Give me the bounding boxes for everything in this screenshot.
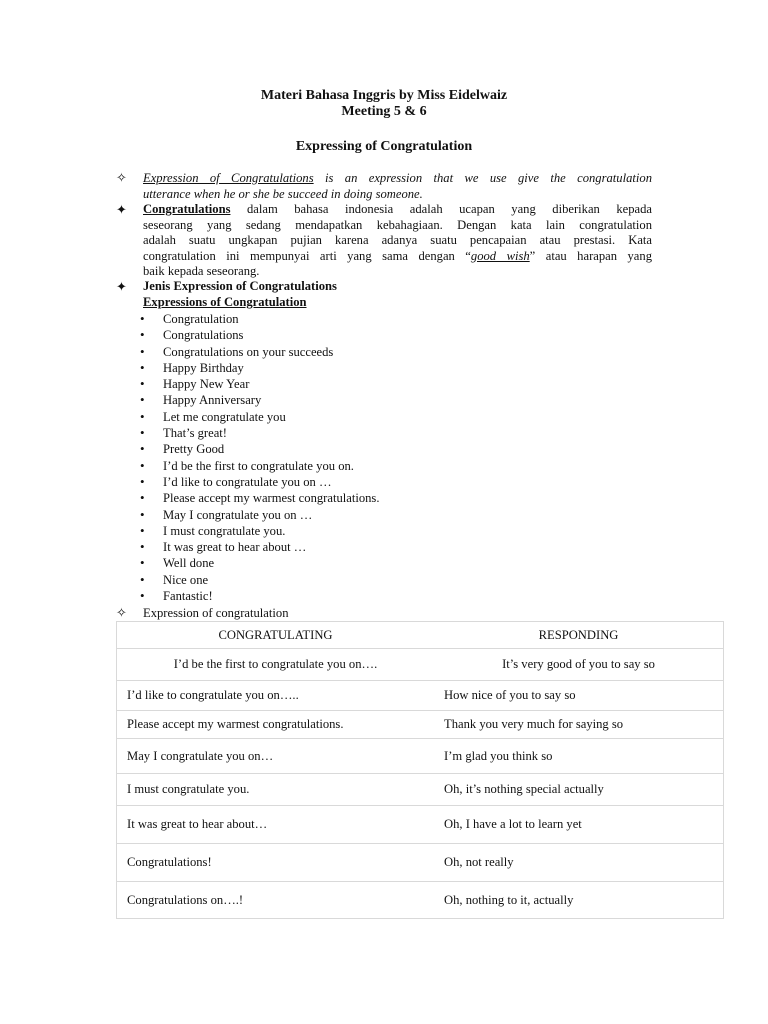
congratulating-cell: Please accept my warmest congratulations. xyxy=(117,711,435,739)
expression-item: • I’d be the first to congratulate you on. xyxy=(137,458,379,474)
responding-cell: Oh, nothing to it, actually xyxy=(434,882,724,919)
indonesian-text-5: baik kepada seseorang. xyxy=(143,264,260,278)
congratulating-cell: I must congratulate you. xyxy=(117,774,435,806)
expression-item: • Congratulation xyxy=(137,311,379,327)
expressions-list xyxy=(137,311,379,604)
indonesian-term: Congratulations xyxy=(143,202,231,216)
expression-item: • Fantastic! xyxy=(137,588,379,604)
expression-item: • Happy Birthday xyxy=(137,360,379,376)
table-row xyxy=(117,882,724,919)
indonesian-text-3: adalah suatu ungkapan pujian karena adanya suatu pencapaian atau prestasi. Kata xyxy=(143,233,652,247)
expression-item: • Happy New Year xyxy=(137,376,379,392)
expression-item: • I must congratulate you. xyxy=(137,523,379,539)
definition-term: Expression of Congratulations xyxy=(143,171,314,185)
expression-item: • Congratulations xyxy=(137,327,379,343)
congratulation-table xyxy=(116,621,724,919)
expression-item: • Nice one xyxy=(137,572,379,588)
expression-item: • Please accept my warmest congratulations. xyxy=(137,490,379,506)
definition-text-cont: utterance when he or she be succeed in doing someone. xyxy=(143,186,423,201)
solid-star-bullet-icon: ✦ xyxy=(116,279,127,294)
responding-cell: Oh, I have a lot to learn yet xyxy=(434,806,724,844)
expression-item: • It was great to hear about … xyxy=(137,539,379,555)
congratulating-cell: May I congratulate you on… xyxy=(117,739,435,774)
section-subheading: Expressions of Congratulation xyxy=(143,295,307,309)
table-heading: Expression of congratulation xyxy=(143,606,289,620)
responding-cell: Oh, not really xyxy=(434,844,724,882)
expression-item: • I’d like to congratulate you on … xyxy=(137,474,379,490)
document-title: Materi Bahasa Inggris by Miss Eidelwaiz xyxy=(260,88,508,103)
table-row xyxy=(117,681,724,711)
table-row xyxy=(117,739,724,774)
congratulating-cell: Congratulations on….! xyxy=(117,882,435,919)
responding-cell: Oh, it’s nothing special actually xyxy=(434,774,724,806)
section-heading: Jenis Expression of Congratulations xyxy=(143,279,337,293)
hollow-star-bullet-icon: ✧ xyxy=(116,170,127,185)
expression-item: • Congratulations on your succeeds xyxy=(137,344,379,360)
solid-star-bullet-icon: ✦ xyxy=(116,202,127,217)
congratulating-cell: I’d like to congratulate you on….. xyxy=(117,681,435,711)
indonesian-text-4b: ” atau harapan yang xyxy=(529,248,652,263)
expression-item: • Happy Anniversary xyxy=(137,392,379,408)
expression-item: • Pretty Good xyxy=(137,441,379,457)
congratulating-cell: I’d be the first to congratulate you on…. xyxy=(117,649,435,681)
definition-paragraph xyxy=(143,171,652,202)
table-header-row xyxy=(117,622,724,649)
expression-item: • That’s great! xyxy=(137,425,379,441)
expression-item: • May I congratulate you on … xyxy=(137,507,379,523)
expression-item: • Let me congratulate you xyxy=(137,409,379,425)
hollow-star-bullet-icon: ✧ xyxy=(116,605,127,620)
expression-item: • Well done xyxy=(137,555,379,571)
responding-cell: I’m glad you think so xyxy=(434,739,724,774)
meeting-label: Meeting 5 & 6 xyxy=(341,104,427,119)
good-wish-term: good wish xyxy=(470,248,530,263)
table-row xyxy=(117,806,724,844)
definition-text: is an expression that we use give the congratulation xyxy=(313,171,652,185)
responding-cell: Thank you very much for saying so xyxy=(434,711,724,739)
topic-heading: Expressing of Congratulation xyxy=(295,139,473,154)
table-row xyxy=(117,844,724,882)
indonesian-text-2: seseorang yang sedang mendapatkan kebahagiaan. Dengan kata lain congratulation xyxy=(143,217,652,232)
congratulating-cell: It was great to hear about… xyxy=(117,806,435,844)
table-row xyxy=(117,711,724,739)
indonesian-paragraph xyxy=(143,202,652,280)
congratulating-cell: Congratulations! xyxy=(117,844,435,882)
indonesian-text-1: dalam bahasa indonesia adalah ucapan yang diberikan kepada xyxy=(230,202,652,216)
table-row xyxy=(117,774,724,806)
header-responding: RESPONDING xyxy=(434,622,724,649)
indonesian-text-4a: congratulation ini mempunyai arti yang sama dengan “ xyxy=(143,248,471,263)
header-congratulating: CONGRATULATING xyxy=(117,622,435,649)
responding-cell: It’s very good of you to say so xyxy=(434,649,724,681)
responding-cell: How nice of you to say so xyxy=(434,681,724,711)
table-body xyxy=(117,649,724,919)
table-row xyxy=(117,649,724,681)
